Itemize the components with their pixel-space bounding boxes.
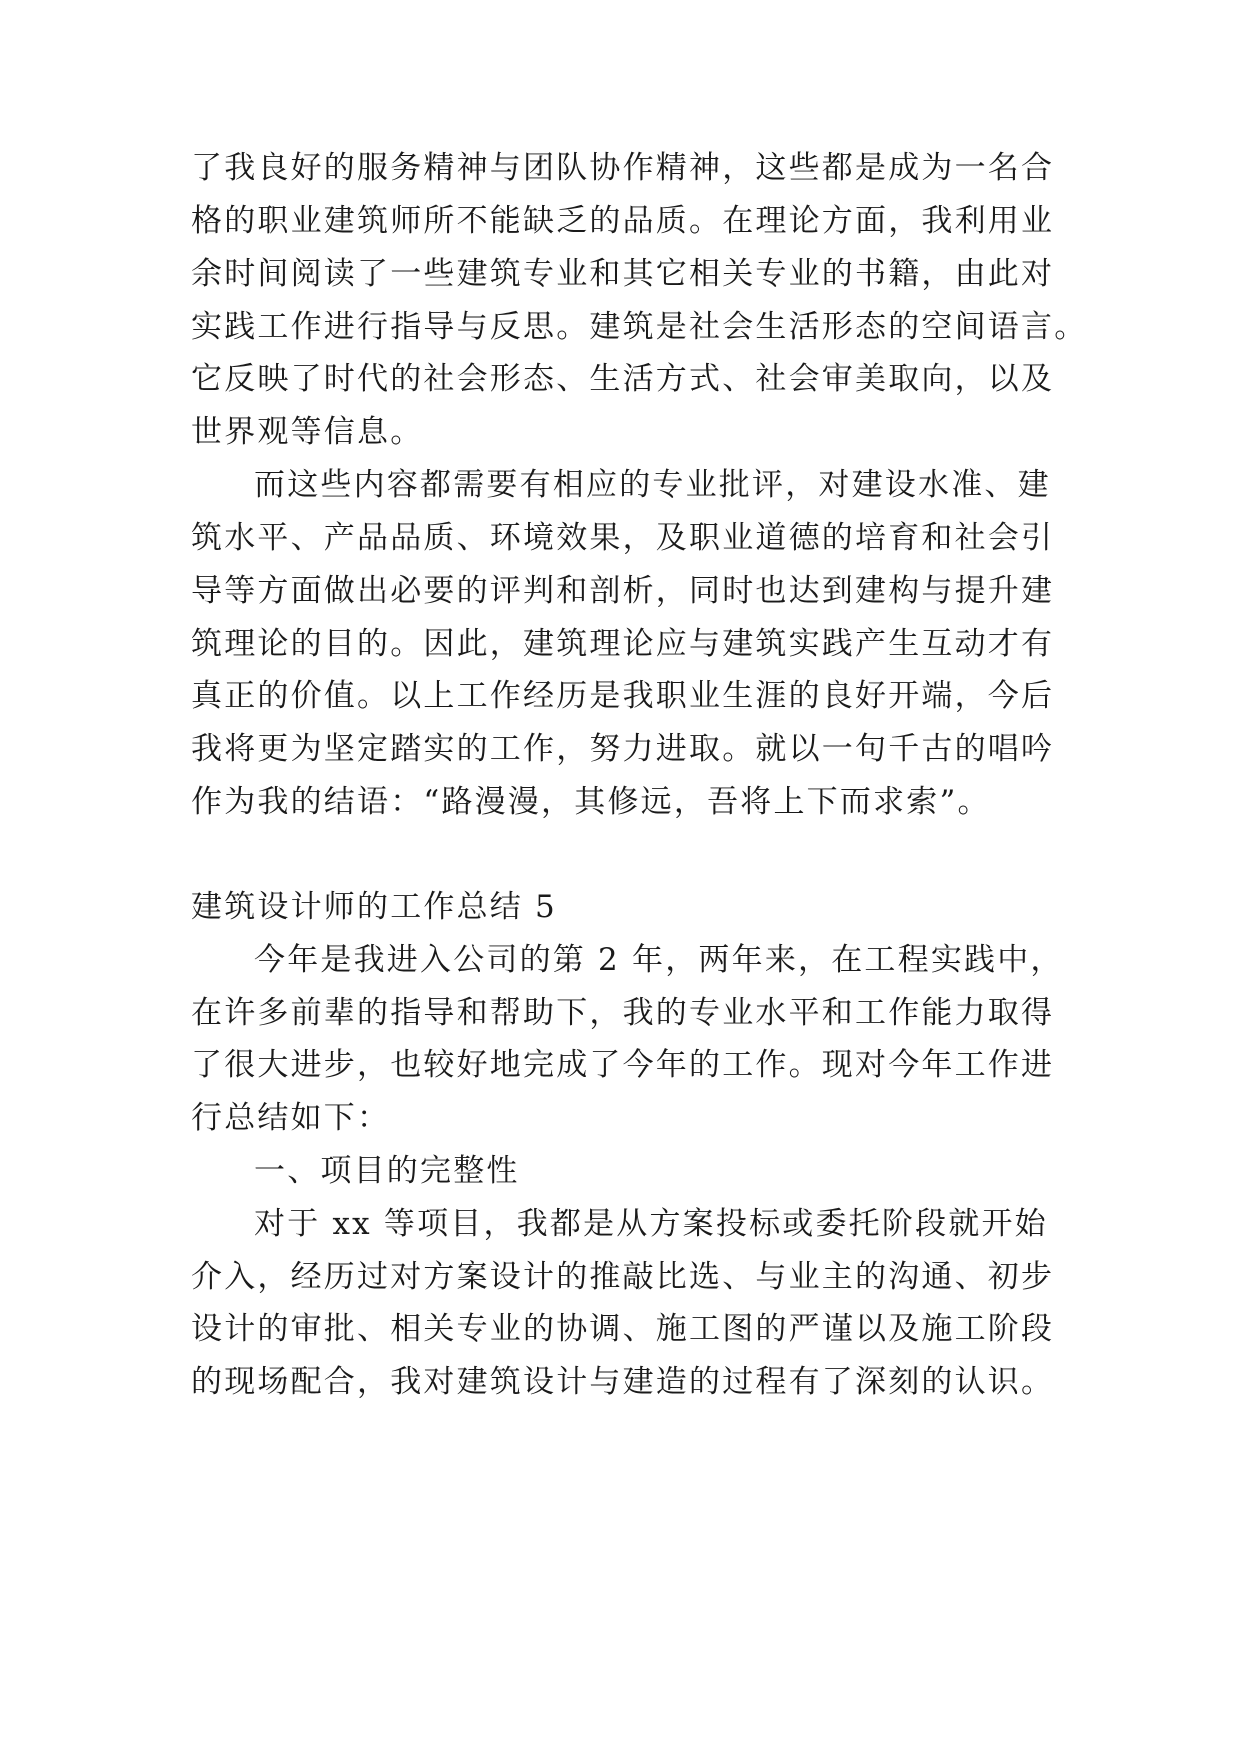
paragraph-3-line-1: 今年是我进入公司的第 2 年，两年来，在工程实践中，	[254, 942, 1064, 978]
paragraph-2-line-5: 真正的价值。以上工作经历是我职业生涯的良好开端，今后	[191, 678, 1055, 714]
paragraph-2-line-6: 我将更为坚定踏实的工作，努力进取。就以一句千古的唱吟	[191, 731, 1055, 767]
paragraph-4-line-3: 设计的审批、相关专业的协调、施工图的严谨以及施工阶段	[191, 1311, 1055, 1347]
paragraph-4-line-2: 介入，经历过对方案设计的推敲比选、与业主的沟通、初步	[191, 1259, 1055, 1295]
paragraph-1-line-3: 余时间阅读了一些建筑专业和其它相关专业的书籍，由此对	[191, 256, 1055, 292]
paragraph-2-line-7: 作为我的结语：“路漫漫，其修远，吾将上下而求索”。	[191, 784, 991, 820]
paragraph-2-line-2: 筑水平、产品品质、环境效果，及职业道德的培育和社会引	[191, 520, 1055, 556]
paragraph-1-line-4: 实践工作进行指导与反思。建筑是社会生活形态的空间语言。	[191, 309, 1088, 345]
paragraph-1-line-2: 格的职业建筑师所不能缺乏的品质。在理论方面，我利用业	[191, 203, 1055, 239]
paragraph-2-line-3: 导等方面做出必要的评判和剖析，同时也达到建构与提升建	[191, 573, 1055, 609]
paragraph-4-line-4: 的现场配合，我对建筑设计与建造的过程有了深刻的认识。	[191, 1364, 1055, 1400]
paragraph-3-line-4: 行总结如下：	[191, 1100, 391, 1136]
paragraph-2-line-4: 筑理论的目的。因此，建筑理论应与建筑实践产生互动才有	[191, 626, 1055, 662]
paragraph-2-line-1: 而这些内容都需要有相应的专业批评，对建设水准、建	[254, 467, 1051, 503]
paragraph-1-line-5: 它反映了时代的社会形态、生活方式、社会审美取向，以及	[191, 361, 1055, 397]
section-title: 建筑设计师的工作总结 5	[191, 889, 557, 925]
paragraph-4-line-1: 对于 xx 等项目，我都是从方案投标或委托阶段就开始	[254, 1206, 1048, 1242]
paragraph-1-line-6: 世界观等信息。	[191, 414, 424, 450]
subheading: 一、项目的完整性	[254, 1153, 520, 1189]
paragraph-1-line-1: 了我良好的服务精神与团队协作精神，这些都是成为一名合	[191, 150, 1055, 186]
paragraph-3-line-3: 了很大进步，也较好地完成了今年的工作。现对今年工作进	[191, 1047, 1055, 1083]
paragraph-3-line-2: 在许多前辈的指导和帮助下，我的专业水平和工作能力取得	[191, 995, 1055, 1031]
